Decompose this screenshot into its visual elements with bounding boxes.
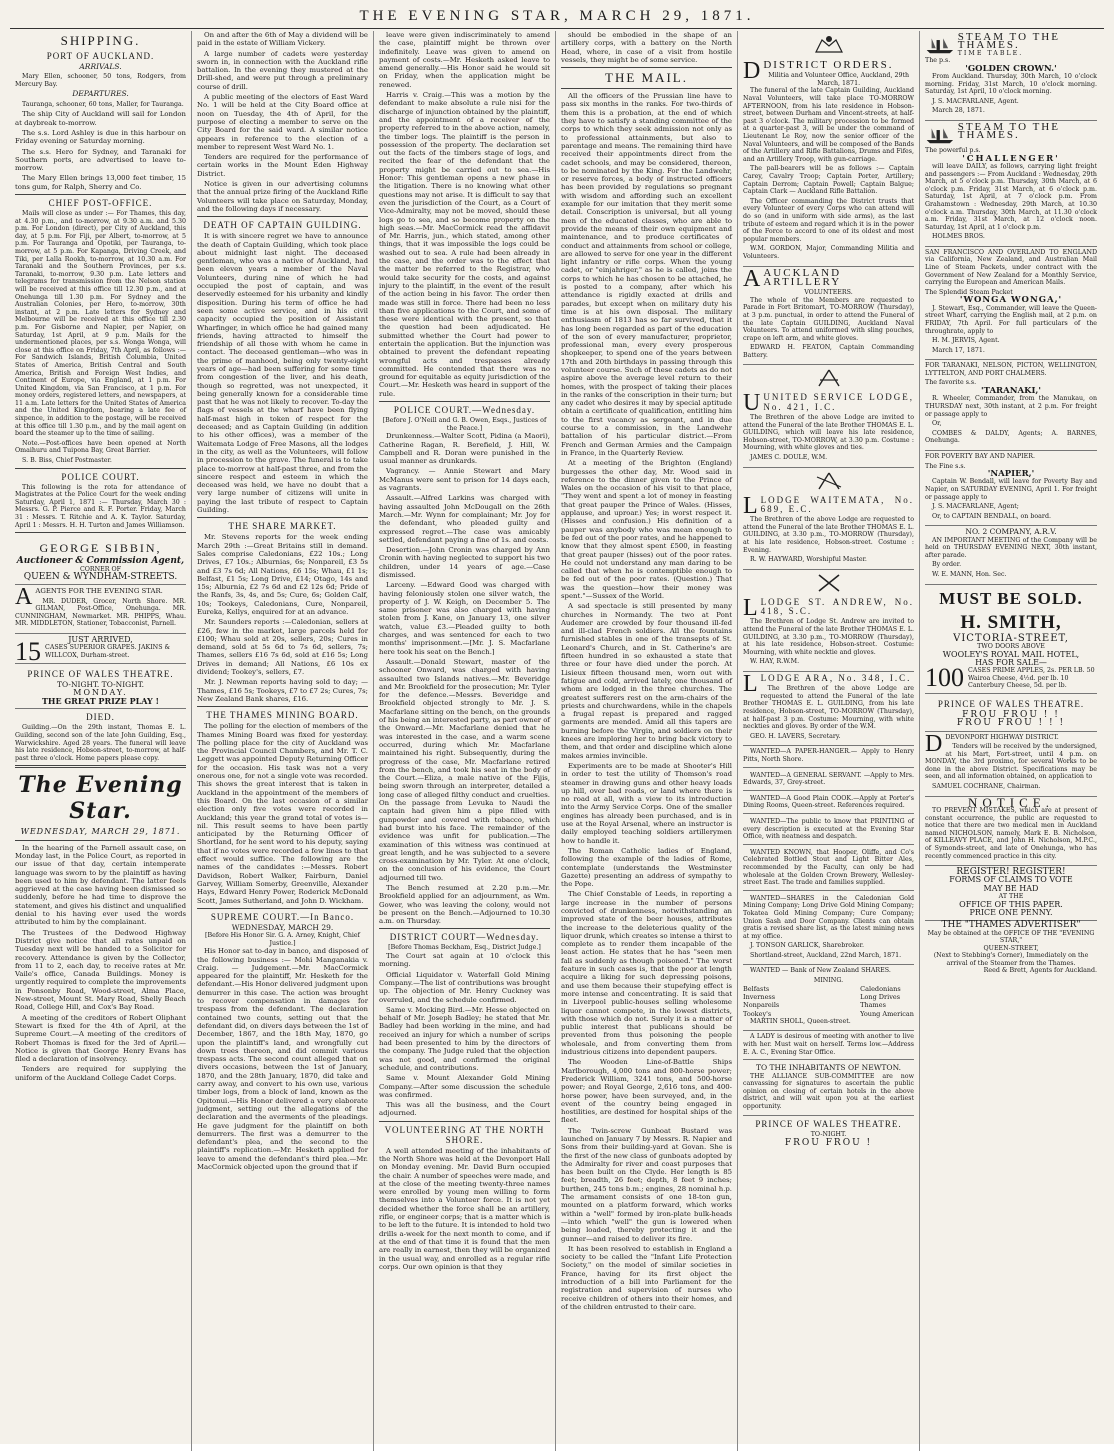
no2-company-ad — [925, 526, 1097, 584]
steam-challenger-ad — [925, 121, 1097, 247]
masthead — [10, 6, 1104, 29]
pow-ad — [743, 1119, 914, 1147]
waitemata-text: The Brethren of the above Lodge are requested to attend the Funeral of the late Brother THOMAS E. L. GUILDING, at 3.30 p.m., TO-MORROW (Thursday), at his late residence, Hobson-street. Costume : Evening. — [743, 516, 914, 554]
mail-para: Experiments are to be made at Shooter's Hill in order to test the utility of Thomson's road steamer in drawing guns and other heavy loads up hill, over bad roads, or land where there is no road at all, with a view to its introduction into the Army Service Corps. One of the smaller engines has already been purchased, and is in use at the Royal Arsenal, where an instructor is daily employed teaching soldiers artillerymen how to handle it. — [561, 761, 732, 845]
supreme-date: WEDNESDAY, MARCH 29. — [231, 922, 334, 932]
port-title: PORT OF AUCKLAND. — [46, 51, 155, 61]
agents-dropcap: A — [15, 584, 33, 611]
pow2-ad — [925, 694, 1097, 732]
newton-title: TO THE INHABITANTS OF NEWTON. — [755, 1063, 902, 1073]
sibbin-corner: CORNER OF — [79, 565, 122, 573]
arrivals-text: Mary Ellen, schooner, 50 tons, Rodgers, from Mercury Bay. — [15, 73, 186, 88]
mail-title: THE MAIL. — [605, 70, 688, 86]
waitemata-sign: R. W. HAYWARD, Worshipful Master. — [750, 556, 867, 564]
steam2-text: will leave DAILY, as follows, carrying light freight and passengers :— From Auckland : Wednesday, 29th March, at 5 o'clock p.m. Thursday, 30th March, at 6 o'clock p.m. Friday, 31st March, at 6 o'clock p.m. Saturday, 1st April, at 7 o'clock p.m. From Grahamstown : Wednesday, 29th March, at 10.30 o'clock a.m. Thursday, 30th March, at 11.30 o'clock a.m. Friday, 31st March, at 12 o'clock noon. Saturday, 1st April, at 1 o'clock p.m. — [925, 162, 1097, 231]
mining-text: The polling for the election of members of the Thames Mining Board was fixed for yesterday. The polling place for the city of Auckland was the Provincial Council Chambers, and Mr. T. C. Leggett was appointed Deputy Returning Officer for the occasion. His task was not a very onerous one, for not a single vote was recorded. This shows the great interest that is taken in Auckland in the appointment of the members of this Board. On the last occasion of a similar election only five votes were recorded in Auckland; this year the grand total of votes is—nil. This result seems to have been partly anticipated by the Returning Officer of Shortland, for he sent word to his deputy, saying that if no votes were recorded a few lines to that effect would suffice. The following are the names of the candidates :—Messrs. Robert Davidson, Robert Walker, Fairburn, Daniel Garvey, William Somerby, Greenville, Alexander Hays, Edward Henry Power, Roderick McDonald Scott, James Sutherland, and John D. Wickham. — [197, 722, 368, 905]
police-para: Larceny. —Edward Good was charged with having feloniously stolen one silver watch, the property of J. W. Keigh, on December 5. The same prisoner was also charged with having stolen from J. Kane, on January 13, one silver watch, value £3.—Pleaded guilty to both charges, and was sentenced for each to two months' imprisonment.—[Mr. J. S. Macfarlane here took his seat on the Bench.] — [379, 581, 550, 656]
crossed-keys-icon — [743, 573, 914, 593]
notice-ad — [925, 794, 1097, 866]
smith-sale: HAS FOR SALE— — [975, 657, 1047, 667]
mining-board-title: THE THAMES MINING BOARD. — [206, 710, 359, 721]
crest-icon — [743, 34, 914, 56]
pow2-show2: FROU FROU ! ! ! — [956, 718, 1066, 729]
ara-ad: LLODGE ARA, No. 348, I.C. The Brethren of the above Lodge are requested to attend the Funeral of the late Brother THOMAS E. L. GUILDING, from his late residence, Hobson-street, TO-MORROW (Thursday), at half-past 3 p.m. Costume: Mourning, with white neckties and gloves. By order of the W.M. GEO. H. LAVERS, Secretary. — [743, 672, 914, 746]
ta-title: THE "THAMES ADVERTISER" — [941, 920, 1081, 931]
reg-text4: OFFICE OF THIS PAPER. — [959, 899, 1063, 909]
district-orders-ad: DDISTRICT ORDERS. Militia and Volunteer Office, Auckland, 29th March, 1871. The funeral of the late Captain Guilding, Auckland Naval Volunteers, will take place TO-MORROW AFTERNOON, from his late residence in Hobson-street, between Durham and Vincent-streets, at half-past 3 o'clock. The military procession to be formed at a quarter-past 3, will be under the command of Lieutenant Le Roy, now the senior officer of the Naval Volunteers, and will be composed of the Bands of the Artillery and Rifle Battalions, Drums and Fifes, and an Artillery Troop, with gun-carriage. The pall-bearers will be as follows :— Captain Carey, Cavalry Troop; Captain Porter, Artillery; Captain Derrom; Captain Powell; Captain Balgue; Captain Clark — Auckland Rifle Battalion. The Officer commanding the District trusts that every Volunteer of every Corps who can attend will do so (and in uniform with side arms), as the last tribute of esteem and regard which it is in the power of the Force to accord to one of its oldest and most popular members. W.M. GORDON, Major, Commanding Militia and Volunteers. — [743, 59, 914, 267]
police-rota-title: POLICE COURT. — [61, 471, 140, 482]
share-text: Mr. J. Newman reports having sold to day; —Thames, £16 5s; Tookeys, £7 to £7 2s; Cures, 7s; New Zealand Bank shares, £16. — [197, 678, 368, 703]
ta-sign: Reed & Brett, Agents for Auckland. — [983, 967, 1097, 975]
mail-para: The Roman Catholic ladies of England, following the example of the ladies of Rome, contemplate (understands the Westminster Gazette) presenting an address of sympathy to the Pope. — [561, 846, 732, 889]
smith-hotel: WOOLEY'S ROYAL MAIL HOTEL, — [942, 649, 1080, 659]
dev-sign: SAMUEL COCHRANE, Chairman. — [932, 783, 1041, 791]
court-para: leave were given indiscriminately to amend the case, plaintiff might be thrown over indefinitely. Leave was given to amend on payment of costs.—Mr. Hesketh asked leave to amend generally.—His Honor said he would sit on Friday, when the application might be renewed. — [379, 31, 550, 89]
district-para: Official Liquidator v. Waterfall Gold Mining Company.—The list of contributions was brought up. The objection of Mr. Henry Cuckney was overruled, and the schedule confirmed. — [379, 970, 550, 1004]
bank-shares-ad — [743, 965, 914, 1031]
standrew-title: LODGE ST. ANDREW, No. 418, S.C. — [760, 596, 914, 617]
pov-sub: The Fine s.s. — [925, 462, 966, 470]
no2-sign: W. E. MANN, Hon. Sec. — [932, 571, 1007, 579]
no2-order: By order. — [932, 561, 962, 569]
departures-text: Tauranga, schooner, 60 tons, Maller, for Tauranga. — [22, 100, 184, 108]
reg-text3: AT THE — [998, 893, 1024, 901]
news-para: On and after the 6th of May a dividend will be paid in the estate of William Vickery. — [197, 31, 368, 48]
sibbin-sub: Auctioneer & Commission Agent, — [16, 556, 185, 567]
steam-golden-crown-ad — [925, 31, 1097, 121]
ta-text2: (Next to Stebbing's Corner), Immediately on the arrival of the Steamer from the Thames. — [933, 952, 1089, 967]
no2-title: NO. 2 COMPANY, A.R.V. — [965, 527, 1057, 537]
steam1-title: STEAM TO THE THAMES. — [957, 31, 1060, 52]
arrived-num: 15 — [15, 636, 41, 666]
reg-text2: MAY BE HAD — [983, 883, 1039, 893]
smith-name: H. SMITH, — [960, 611, 1062, 633]
police-para: The Bench resumed at 2.20 p.m.—Mr. Brookfield applied for an adjournment, as Wm. Gower, who was leaving the colony, would not be present on the Bench.—Adjourned to 10.30 a.m. on Thursday. — [379, 883, 550, 926]
pow-tonight: TO-NIGHT. TO-NIGHT. — [57, 679, 144, 689]
masonic-icon — [743, 368, 914, 388]
smith-doors: TWO DOORS ABOVE — [977, 642, 1045, 650]
share-item: Caledonians — [860, 984, 901, 993]
share-text: Mr. Stevens reports for the week ending March 29th :—Great Britains still in demand. Sales comprise Caledonians, £22 10s.; Long Drives, £7 10s.; Alburnias, 6s; Nonpareil, £3 5s and £3 7s 6d; All Nations, £6 15s; Whau, £1 1s; Belfast, £1 5s; Long Drive, £14; Otago, 14s and 15s; Alburnia, £2 7s 6d and £2 12s 6d; Pride of the Ranfs, 3s, 4s, and 5s; Cure, 6s; Golden Calf, 10s; Tookeys, Caledonians, Cure, Nonpareil, Eureka, Kellys, enquired for at an advance. — [197, 533, 368, 616]
steam1-date: March 28, 1871. — [932, 107, 985, 115]
police-para: Desertion.—John Cronin was charged by Ann Cronin with having neglected to support his two children, under 14 years of age.—Case dismissed. — [379, 546, 550, 579]
standrew-ad: LLODGE ST. ANDREW, No. 418, S.C. The Brethren of Lodge St. Andrew are invited to attend the Funeral of the late Brother THOMAS E. L. GUILDING, at 3.30 p.m., TO-MORROW (Thursday), at his late residence, Hobson-street. Costume: Mourning, with white necktie and gloves. W. HAY, R.W.M. — [743, 596, 914, 672]
supreme-text: His Honor sat to-day in banco, and disposed of the following business :— Mohi Manganakia v. Craig. — Judgement.—Mr. MacCormick appeared for the plaintiff, Mr. Hesketh for the defendant.—His Honor delivered judgment upon demurrer in this case. The action was brought to recover compensation in damages for trespass from the defendant. The declaration contained two counts, setting out that the defendant did, on divers days between the 1st of December, 1867, and the 18th May, 1870, go upon the plaintiff's land, and wrongfully cut down trees thereon, and did commit various trespass acts. The second count alleged that on divers occasions, between the 1st of January, 1870, and the 28th January, 1870, did take and carry away, and convert to his own use, various timber logs, from a block of land, known as the Opitonui.—His Honor delivered a very elaborate judgment, setting out the allegations of the declaration and the averments of the pleadings. He gave judgment for the plaintiff on both demurrers. The first was a demurrer to the defendant's plea, and the second to the plaintiff's replication.—Mr. Hesketh applied for leave to amend the defendant's third plea.—Mr. MacCormick objected upon the ground that if — [197, 947, 368, 1171]
sibbin-addr: QUEEN & WYNDHAM-STREETS. — [23, 572, 178, 583]
police-para: Assault.—Donald Stewart, master of the schooner Onward, was charged with having assaulted two Islands natives.—Mr. Beveridge and Mr. Brookfield for the prosecution; Mr. Tyler for the defence.—Messrs. Beveridge and Brookfield objected strongly to Mr. J. S. Macfarlane sitting on the bench, on the grounds of his being an interested party, as part owner of the Onward.—Mr. Macfarlane denied that he was interested in the case, and a warm scene occurred, during which Mr. Macfarlane maintained his right. Subsequently, during the progress of the case, Mr. Macfarlane retired from the bench, and took his seat in the body of the Court.—Eliza, a male native of the Fijis, being sworn through an interpreter, detailed a long case of alleged filthy conduct and cruelties. On the passage from Levuka to Naudi the captain had given him a pipe filled with gunpowder and covered with tobacco, which had burst into his face. The remainder of the evidence was unfit for publication.—The examination of this witness was continued at great length, and he was subjected to a severe cross-examination by Mr. Tyler. At one o'clock, on the conclusion of his evidence, the Court adjourned till two. — [379, 657, 550, 882]
police-para: Drunkenness.—Walter Scott, Pidina (a Maori), Catherine Ragan, R. Berefield, J. Hill, W. Campbell and R. Doran were punished in the usual manner as drunkards. — [379, 432, 550, 466]
mail-para: The Wooden Line-of-Battle Ships Marlborough, 4,000 tons and 800-horse power; Frederick William, 3241 tons, and 500-horse power; and Royal George, 2,616 tons, and 400-horse power, have been surveyed, and, in the event of the country being engaged in hostilities, are destined for hospital ships of the fleet. — [561, 1058, 732, 1125]
pow-tonight: TO-NIGHT. — [810, 1131, 847, 1139]
mail-para: The Twin-screw Gunboat Bustard was launched on January 7 by Messrs. R. Napier and Sons from their building-yard at Govan. She is the first of the new class of gunboats adopted by the Admiralty for river and coast purposes that has been built on the Clyde. Her length is 85 feet; breadth, 26 feet; depth, 8 feet 9 inches; burthen, 245 tons b.m.; engines, 28 nominal h.p. The armament consists of one 18-ton gun, mounted on a platform forward, which works within a "well" formed by iron-plate bulk-heads—into which "well" the gun is lowered when being loaded, thereby protecting it and the gunner—and raised to deliver its fire. — [561, 1126, 732, 1243]
district-para: This was all the business, and the Court adjourned. — [379, 1101, 550, 1118]
district-before: [Before Thomas Beckham, Esq., District Judge.] — [388, 944, 541, 952]
column-1 — [10, 31, 192, 1451]
pow-show: FROU FROU ! — [784, 1138, 873, 1149]
usl-title: UNITED SERVICE LODGE, No. 421, I.C. — [763, 392, 914, 412]
volunteering-title: VOLUNTEERING AT THE NORTH SHORE. — [384, 1124, 545, 1145]
standrew-text: The Brethren of Lodge St. Andrew are invited to attend the Funeral of the late Brother THOMAS E. L. GUILDING, at 3.30 p.m., TO-MORROW (Thursday), at his late residence, Hobson-street. Costume: Mourning, with white necktie and gloves. — [743, 618, 914, 656]
died-title: DIED. — [86, 712, 115, 723]
wanted-ad: WANTED—A Good Plain COOK.—Apply at Porter's Dining Rooms, Queen-street. References required. — [743, 793, 914, 814]
steam1-sign: J. S. MACFARLANE, Agent. — [932, 97, 1019, 105]
ara-title: LODGE ARA, No. 348, I.C. — [760, 672, 912, 683]
pow2-show: FROU FROU ! ! — [962, 709, 1060, 720]
pallbearers: The pall-bearers will be as follows :— Captain Carey, Cavalry Troop; Captain Porter, Artillery; Captain Derrom; Captain Powell; Captain Balgue; Captain Clark — Auckland Rifle Battalion. — [743, 165, 914, 196]
tara-ship: 'TARANAKI,' — [980, 386, 1041, 397]
share-text: Mr. Saunders reports :—Caledonian, sellers at £26, few in the market, large parcels held for £100; Whau sold at 20s, sellers, 20s; Cures in demand, sold at 5s 6d to 7s 6d, sellers, 7s; Thames, sellers £16 7s 6d, sold at £16 5s; Long Drives in demand; All Nations, £6 10s ex dividend; Tookey's, sellers, £7. — [197, 618, 368, 677]
must-be-sold: MUST BE SOLD. — [939, 588, 1083, 608]
newton-ad — [743, 1062, 914, 1116]
share-item: Young American — [860, 1009, 914, 1018]
share-market-title: THE SHARE MARKET. — [228, 521, 337, 532]
tara-or: Or, — [932, 420, 942, 428]
steam2-ship: 'CHALLENGER' — [962, 153, 1060, 164]
district-para: The Court sat again at 10 o'clock this morning. — [379, 952, 550, 969]
district-court-title: DISTRICT COURT—Wednesday. — [389, 932, 540, 943]
pow2-title: PRINCE OF WALES THEATRE. — [937, 698, 1085, 709]
devonport-ad: DDEVONPORT HIGHWAY DISTRICT. Tenders will be received by the undersigned, at his Mart, Fort-street, until 4 p.m. on MONDAY, the 3rd proximo, for several Works to be done in the above District. Specifications may be seen, and all information obtained, on application to SAMUEL COCHRANE, Chairman. — [925, 732, 1097, 797]
pov-title: FOR POVERTY BAY AND NAPIER. — [925, 452, 1036, 460]
departures-title: DEPARTURES. — [72, 89, 129, 99]
shipping-para: The s.s. Hero for Sydney, and Taranaki for Southern ports, are advertised to leave to-morrow. — [15, 147, 186, 173]
news-para: Tenders are required for the performance of certain works in the Mount Eden Highway District. — [197, 153, 368, 178]
pow-title: PRINCE OF WALES THEATRE. — [27, 668, 174, 679]
steamship-icon — [925, 123, 955, 147]
standrew-sign: W. HAY, R.W.M. — [750, 658, 800, 666]
arrived-text: CASES SUPERIOR GRAPES. JAKINS & WILLCOX, Durham-street. — [45, 644, 171, 659]
usl-text: The Brethren of the above Lodge are invited to attend the Funeral of the late Brother THOMAS E. L. GUILDING, which will leave his late residence, Hobson-street, TO-MORROW, at 3.30 p.m. Costume : Mourning, with white gloves and ties. — [743, 414, 914, 452]
district-hq: Militia and Volunteer Office, Auckland, 29th March, 1871. — [768, 72, 910, 87]
smith-items: CASES PRIME APPLES, 2s. PER LB. 50 Wairoa Cheese, 4½d. per lb. 10 Canterbury Cheese, 5d. per lb. — [968, 667, 1095, 690]
sf-title: SAN FRANCISCO AND OVERLAND TO ENGLAND via California, New Zealand, and Australian Mail Line of Steam Packets, under contract with the Government of New Zealand for a Monthly Service, carrying the European and American Mails. — [925, 248, 1097, 287]
waitemata-ad: LLODGE WAITEMATA, No. 689, E.C. The Brethren of the above Lodge are requested to attend the Funeral of the late Brother THOMAS E. L. GUILDING, at 3.30 p.m., TO-MORROW (Thursday), at his late residence, Hobson-street. Costume : Evening. R. W. HAYWARD, Worshipful Master. — [743, 494, 914, 570]
theatre-ad — [15, 664, 186, 710]
police-rota-text: This following is the rota for attendance of Magistrates at the Police Court for the week ending Saturday, April 1, 1871 :— Thursday, March 30 : Messrs. G. P. Pierce and R. F. Porter. Friday, March 31 : Messrs. T. Ritchie and A. K. Taylor. Saturday, April 1 : Messrs. H. H. Turton and James Williamson. — [15, 483, 186, 529]
share-item: Inverness — [743, 992, 776, 1001]
district-text2: The Officer commanding the District trusts that every Volunteer of every Corps who can attend will do so (and in uniform with side arms), as the last tribute of esteem and regard which it is in the power of the Force to accord to one of its oldest and most popular members. — [743, 197, 914, 243]
paper-date: WEDNESDAY, MARCH 29, 1871. — [20, 827, 181, 837]
tara-sub: The favorite s.s. — [925, 379, 977, 387]
pow-monday: MONDAY. — [73, 687, 128, 697]
share-item: Tookey's — [743, 1009, 772, 1018]
smith-ad — [925, 585, 1097, 694]
reg-price: PRICE ONE PENNY. — [969, 907, 1053, 917]
share-item: Nonpareils — [743, 1001, 780, 1010]
shipping-para: The ship City of Auckland will sail for London at daybreak to-morrow. — [15, 110, 186, 127]
register-ad — [925, 866, 1097, 921]
column-5 — [738, 31, 920, 1451]
column-4 — [556, 31, 738, 1451]
newton-text: THE ALLIANCE SUB-COMMITTEE are now canvassing for signatures to ascertain the public opinion on closing of certain hotels in the above district, and will wait upon you at the earliest opportunity. — [743, 1072, 914, 1110]
san-francisco-ad — [925, 247, 1097, 360]
artillery-sub: VOLUNTEERS. — [804, 289, 853, 297]
grapes-ad — [15, 634, 186, 666]
wanted-ad: WANTED—A GENERAL SERVANT. —Apply to Mrs. Edwards, 37, Grey-street. — [743, 770, 914, 791]
volunteering-text: A well attended meeting of the inhabitants of the North Shore was held at the Devonport Hall on Monday evening. Mr. David Burn occupied the chair. A number of speeches were made, and at the close of the meeting twenty-three names were enrolled by young men willing to form themselves into a Volunteer force. It is not yet decided whether the force shall be an artillery, rifle, or engineer corps; that is a matter which is to be left to the future. It is intended to hold two drills a-week for the next month to come, and if at the end of that time it is found that the men are really in earnest, then they will be organized in the usual way, and enrolled as a regular rifle corps. Our own opinion is that they — [379, 1146, 550, 1271]
thames-advertiser-ad — [925, 921, 1097, 975]
share-item: Thames — [860, 1001, 886, 1010]
poverty-bay-ad — [925, 451, 1097, 526]
reg-text: FORMS OF CLAIMS TO VOTE — [949, 875, 1073, 885]
shares-ad — [743, 893, 914, 966]
steam2-title: STEAM TO THE THAMES. — [957, 121, 1060, 142]
editorial-para: A meeting of the creditors of Robert Oliphant Stewart is fixed for the 4th of April, at the Supreme Court.—A meeting of the creditors of Robert Thomas is fixed for the 3rd of April.—Notice is given that George Henry Evans has filed a declaration of insolvency. — [15, 1013, 186, 1064]
waitemata-title: LODGE WAITEMATA, No. 689, E.C. — [760, 494, 914, 514]
shipping-para: The s.s. Lord Ashley is due in this harbour on Friday evening or Saturday morning. — [15, 128, 186, 146]
district-text: The funeral of the late Captain Guilding, Auckland Naval Volunteers, will take place TO-MORROW AFTERNOON, from his late residence in Hobson-street, between Durham and Vincent-streets, at half-past 3 o'clock. The military procession to be formed at a quarter-past 3, will be under the command of Lieutenant Le Roy, now the senior officer of the Naval Volunteers, and will be composed of the Bands of the Artillery and Rifle Battalions, Drums and Fifes, and an Artillery Troop, with gun-carriage. — [743, 87, 914, 163]
arrived-title: JUST ARRIVED, — [68, 635, 133, 645]
supreme-court-title: SUPREME COURT.—In Banco. — [210, 911, 355, 922]
postmaster-sign: S. B. Biss, Chief Postmaster. — [22, 457, 112, 465]
bank-shares-mining: MINING. — [813, 977, 844, 985]
mail-para: All the officers of the Prussian line have to pass six months in the ranks. For two-thirds of them this is a probation, at the end of which they have to satisfy a standing committee of the corps to which they seek admission not only as to professional attainments, but also to parentage and means. The remaining third have received their appointments direct from the cadet schools, and may be considered, thereon, to be nominated by the King. For the Landwehr, or reserve forces, a body of instructed officers has been provided by regulations so pregnant with wisdom and affording such an excellent example for our imitation that they merit some detail. Conscription is universal, but all young men of the educated classes, who are able to provide the means of their own equipment and maintenance, and to produce certificates of conduct and attainments from school or college, are allowed to serve for one year in the different light infantry or rifle corps. When the young cadet, or "einjahriger," as he is called, joins the corps to which he has chosen to be attached, he is posted to a company, after which his attendance is rigidly exacted at drills and parades, but except when on military duty his time is at his own disposal. The military enthusiasm of 1813 has so far survived, that it has long been regarded as part of the education of the son of every manufacturer, proprietor, professional man, every every prosperous shopkeeper, to spend one of the years between 17th and 20th birthdays in passing through this volunteer course. Such of these cadets as do not aspire above the average level return to their homes, with the prospect of taking their places in the ranks of the conscription in their turn; but any cadet who desires it may by special aptitude obtain a certificate of qualification, entitling him to the first vacancy as sergeant, and in due course to a commission, in the Landwehr battalion of his particular district.—From French and German Armies and the Campaign in France, in the Quarterly Review. — [561, 92, 732, 457]
death-title: DEATH OF CAPTAIN GUILDING. — [203, 220, 362, 231]
news-para: Notice is given in our advertising columns that the annual prize firing of the Auckland Rifle Volunteers will take place on Saturday, Monday, and the following days if necessary. — [197, 180, 368, 213]
pov-ship: 'NAPIER,' — [987, 469, 1035, 480]
police-para: Vagrancy. — Annie Stewart and Mary McManus were sent to prison for 14 days each, as vagrants. — [379, 467, 550, 493]
editorial-para: Tenders are required for supplying the uniform of the Auckland College Cadet Corps. — [15, 1065, 186, 1082]
shares-sign: J. TONSON GARLICK, Sharebroker. — [750, 942, 864, 950]
taranaki-ad — [925, 360, 1097, 451]
district-sign: W.M. GORDON, Major, Commanding Militia and Volunteers. — [743, 245, 914, 260]
dev-title: DEVONPORT HIGHWAY DISTRICT. — [945, 733, 1059, 741]
pov-or: Or, to CAPTAIN BENDALL, on board. — [932, 512, 1051, 520]
share-item: Long Drives — [860, 992, 901, 1001]
death-text: It is with sincere regret we have to announce the death of Captain Guilding, which took place about midnight last night. The deceased gentleman, who was a native of Auckland, had been eleven years a member of the Naval Volunteers, during nine of which he had occupied the post of captain, and was deservedly esteemed for his urbanity and kindly disposition. During his term of office he had seen some active service, and in his civil capacity occupied the position of Assistant Wharfinger, in which office he had gained many friends, having attracted to himself the friendship of all those with whom he came in contact. The deceased gentleman—who was in the prime of manhood, being only twenty-eight years of age—had been suffering for some time from congestion of the liver, and his death, though so regretted, was not unexpected, it being generally known for a considerable time past that he was not likely to recover. To-day the flags of vessels at the wharf have been flying half-mast high in token of respect for the deceased; and as Captain Guilding (in addition to his other offices), was a member of the Waitemata Lodge of Free Masons, all the lodges in the city, as well as the Volunteers, will follow in procession to the grave. The funeral is to take place to-morrow at half-past three, and from the sincere respect and esteem in which the deceased was held, we have no doubt that a very large number of citizens will unite in paying the last tribute of respect to Captain Guilding. — [197, 232, 368, 515]
shares-addr: Shortland-street, Auckland, 22nd March, 1871. — [750, 951, 902, 959]
agents-ad — [15, 585, 186, 634]
police-before: [Before J. O'Neill and G. B. Owen, Esqs., Justices of the Peace.] — [382, 417, 547, 432]
no2-text: AN IMPORTANT MEETING of the Company will be held on THURSDAY EVENING NEXT, 30th instant, after parade. — [925, 536, 1097, 559]
died-text: Guilding.—On the 29th instant, Thomas E. L. Guilding, second son of the late John Guilding, Esq., Warwickshire. Aged 28 years. The funeral will leave his late residence, Hobson-street, to-morrow, at half-past three o'clock. Home papers please copy. — [15, 724, 186, 762]
artillery-sign: EDWARD H. FEATON, Captain Commanding Battery. — [743, 344, 914, 359]
smith-street: VICTORIA-STREET, — [953, 632, 1069, 644]
sf-text: J. Stewart, Esq., Commander, will leave the Queen-street Wharf, carrying the English mail, at 2 p.m. on FRIDAY, 7th April. For full particulars of the throughrate, apply to — [925, 304, 1097, 335]
news-para: A large number of cadets were yesterday sworn in, in connection with the Auckland rifle battalion. In the evening they mustered at the Drill-shed, and were put through a preliminary course of drill. — [197, 49, 368, 91]
bank-shares-sign: MARTIN SHOLL, Queen-street. — [750, 1017, 851, 1025]
mails-text: Mails will close as under :— For Thames, this day, at 4.30 p.m., and to-morrow, at 9.30 a.m. and 5.30 p.m. For London (direct), per City of Auckland, this day, at 5 p.m. For Fiji, per Albert, to-morrow, at 5 p.m. For Tauranga and Opotiki, per Tauranga, to-morrow, at 5 p.m. For Kapanga, Driving Creek, and Tiki, per Lalla Rookh, to-morrow, at 10.30 a.m. For Taranaki and the Southern Provinces, per s.s. Taranaki, to-morrow, 9.30 p.m. Late letters and telegrams for transmission from the Nelson station will be received at this office till 12.30 p.m., and at Onehunga till 1.30 p.m. For Sydney and the Australian Colonies, per Hero, to-morrow, 30th instant, at 2 p.m. Late letters for Sydney and Melbourne will be received at this office till 2.30 p.m. For Gisborne and Napier, per Napier, on Saturday, 1st April, at 9 p.m. Mails for the undermentioned places, per s.s. Wonga Wonga, will close at this office on Friday, 7th April, as follows :— For Sandwich Islands, British Columbia, United States of America, British Central and South America, British and Foreign West Indies, and Continent of Europe, via England, at 1 p.m. For United Kingdom, via San Francisco, at 1 p.m. For money orders, registered letters, and newspapers, at 11 a.m. Late letters for the United States of America and the United Kingdom, bearing a late fee of sixpence, in addition to the postage, will be received at this office till 1.30 p.m., and by the mail agent on board the steamer up to the time of sailing. — [15, 210, 186, 438]
sf-sign: H. M. JERVIS, Agent. — [932, 337, 1000, 345]
smith-num: 100 — [925, 663, 964, 693]
column-2 — [192, 31, 374, 1451]
sf-ship: 'WONGA WONGA,' — [959, 295, 1063, 306]
masonic-icon — [743, 471, 914, 491]
artillery-ad: AAUCKLAND ARTILLERY VOLUNTEERS. The whole of the Members are requested to Parade in Fort Britomart, TO-MORROW (Thursday), at 3 p.m. punctual, in order to attend the Funeral of the late Captain GUILDING, Auckland Naval Volunteers. To attend uniformed with sling pouches, crape on left arm, and white gloves. EDWARD H. FEATON, Captain Commanding Battery. — [743, 267, 914, 366]
district-para: Same v. Mocking Bird.—Mr. Hesse objected on behalf of Mr. Joseph Badley; he stated that Mr. Badley had been working in the mine, and had received an injury for which a number of scrips had been presented to him by the directors of the company. The Judge ruled that the objection was not good, and confirmed the original schedule, and contributions. — [379, 1005, 550, 1072]
wanted-ad: WANTED—The public to know that PRINTING of every description is executed at the Evening Star Office, with neatness and despatch. — [743, 816, 914, 845]
news-para: A public meeting of the electors of East Ward No. 1 will be held at the City Board office at noon on Tuesday, the 4th of April, for the purpose of electing a member to serve on the City Board for the said ward. A similar notice appears in reference to the election of a member to represent West Ward No. 1. — [197, 93, 368, 151]
pow-play: THE GREAT PRIZE PLAY ! — [41, 696, 160, 707]
court-para: Harris v. Craig.—This was a motion by the defendant to make absolute a rule nisi for the discharge of injunction obtained by the plaintiff, and the appointment of a receiver of the property referred to in the above action, namely, the timber logs. The plaintiff is the person in possession of the property. The declaration set out the facts of the timbers stage of logs, and recited the fear of the defendant that the property might be carried out to sea.—His Honor: This gentleman opens a new phase in the litigation. There is no knowing what other questions may not arise. It is difficult to say that even the jurisdiction of the Court, as a Court of Vice-Admiralty, may not be moved, should these logs go to sea, and so become property on the high seas.—Mr. MacCormick read the affidavit of Mr. Harris, jun., which stated, among other things, that it was impossible the logs could be washed out to sea. A rule had been already in the case, and the order was to the effect that the matter be referred to the Registrar, who would take security for the costs, and against injury to the plaintiff, in the event of the result of the action being in his favor. The order then made was still in force. There had been no less than five applications to the Court, and some of these were identical with the present, so that the question had been adjudicated. He submitted whether the Court had power to entertain the application. But the injunction was obtained to prevent the defendant repeating wrongful acts and trespasses already committed. He contended that there was no ground for equitable as equity jurisdiction of the Court.—Mr. Hesketh was heard in support of the rule. — [379, 91, 550, 398]
column-3 — [374, 31, 556, 1451]
bank-shares-head: WANTED — Bank of New Zealand SHARES. — [750, 967, 891, 975]
ara-text: The Brethren of the above Lodge are requested to attend the Funeral of the late Brother THOMAS E. L. GUILDING, from his late residence, Hobson-street, TO-MORROW (Thursday), at half-past 3 p.m. Costume: Mourning, with white neckties and gloves. By order of the W.M. — [743, 685, 914, 731]
steamship-icon — [925, 33, 955, 57]
steam1-tt: TIME TABLE. — [957, 49, 1024, 57]
paper-nameplate: The Evening Star. — [18, 772, 183, 825]
district-orders-title: DISTRICT ORDERS. — [763, 59, 894, 71]
steam1-text: From Auckland. Thursday, 30th March, 10 o'clock morning. Friday, 31st March, 10 o'clock morning. Saturday, 1st April, 10 o'clock morning. — [925, 73, 1097, 96]
dev-text: Tenders will be received by the undersigned, at his Mart, Fort-street, until 4 p.m. on MONDAY, the 3rd proximo, for several Works to be done in the above District. Specifications may be seen, and all information obtained, on application to — [925, 743, 1097, 781]
steam2-ps: The powerful p.s. — [925, 147, 981, 155]
pov-sign: J. S. MACFARLANE, Agent; — [932, 503, 1019, 511]
steam1-ps: The p.s. — [925, 57, 951, 65]
ta-street: QUEEN-STREET, — [983, 944, 1039, 952]
supreme-judge: [Before His Honor Sir. G. A. Arney, Knight, Chief Justice.] — [205, 932, 360, 947]
mail-para: The Chief Constable of Leeds, in reporting a large increase in the number of persons convicted of drunkenness, notwithstanding an improved state of the beer houses, attributes the increase to the deleterious quality of the liquor drunk, which creates so intense a thirst to complete as to render them incapable of the least action. He states that he has "seen men fall as suddenly as though poisoned." The worst feature in such cases is, that the poor at length acquire a liking for such depressing poisons, and use them because their stupefying effect is more intense and concentrating. It is said that in Liverpool public-houses selling wholesome liquor cannot compete, in the lowest districts, with those which do not. Surely it is a matter of public interest that publicans should be prevented from thus poisoning the people wholesale, and from converting them from industrious citizens into dependent paupers. — [561, 890, 732, 1057]
bank-shares-table — [743, 985, 914, 1018]
artillery-text: The whole of the Members are requested to Parade in Fort Britomart, TO-MORROW (Thursday), at 3 p.m. punctual, in order to attend the Funeral of the late Captain GUILDING, Auckland Naval Volunteers. To attend uniformed with sling pouches, crape on left arm, and white gloves. — [743, 296, 914, 342]
ara-sign: GEO. H. LAVERS, Secretary. — [750, 732, 841, 740]
police-court-title: POLICE COURT.—Wednesday. — [393, 405, 536, 416]
sibbin-title: GEORGE SIBBIN, — [39, 541, 162, 556]
tara-text: R. Wheeler, Commander, from the Manukau, on THURSDAY next, 30th instant, at 2 p.m. For freight or passage apply to — [925, 395, 1097, 418]
shipping-title: SHIPPING. — [60, 33, 141, 48]
sf-date: March 17, 1871. — [932, 346, 985, 354]
steam2-sign: HOLMES BROS. — [932, 233, 985, 241]
column-6 — [920, 31, 1102, 1451]
agents-text: MR. DUDER, Grocer, North Shore. MR. GILMAN, Post-Office, Onehunga. MR. CUNNINGHAM, Newmarket. MR. PHIPPS, Whau. MR. MIDDLETON, Stationer, Tobacconist, Parnell. — [15, 597, 186, 628]
chief-post-office-title: CHIEF POST-OFFICE. — [48, 198, 153, 209]
sf-sub: The Splendid Steam Packet — [925, 288, 1013, 296]
arrivals-title: ARRIVALS. — [79, 62, 122, 71]
artillery-title: AUCKLAND ARTILLERY — [763, 266, 842, 288]
news-para: should be embodied in the shape of an artillery corps, with a battery on the North Head, where, in case of a visit from hostile vessels, they might be of some service. — [561, 31, 732, 64]
usl-ad: UUNITED SERVICE LODGE, No. 421, I.C. The Brethren of the above Lodge are invited to attend the Funeral of the late Brother THOMAS E. L. GUILDING, which will leave his late residence, Hobson-street, TO-MORROW, at 3.30 p.m. Costume : Mourning, with white gloves and ties. JAMES C. DOULE, W.M. — [743, 391, 914, 467]
agents-title: AGENTS FOR THE EVENING STAR. — [35, 587, 163, 596]
police-para: Assault.—Alfred Larkins was charged with having assaulted John McDougall on the 26th March.—Mr. Wynn for complainant; Mr. Joy for the defendant, who pleaded guilty and expressed regret.—The case was amicably settled, defendant paying a fine of 1s. and costs. — [379, 494, 550, 544]
editorial-para: In the hearing of the Parnell assault case, on Monday last, in the Police Court, as reported in our issue of that day, certain intemperate language was sworn to by the plaintiff as having been used to him by defendant. The latter feels aggrieved at the case having been dismissed so suddenly, before he had time to disprove the statement, and gives his distinct and unqualified denial to his having ever used the words attributed to him by the complainant. — [15, 843, 186, 927]
editorial-para: The Trustees of the Dedwood Highway District give notice that all rates unpaid on Tuesday next will be handed to a Solicitor for recovery. Attendance is given by the Collector, from 11 to 2, each day, to receive rates at Mr. Vaile's office, Canada Buildings. Money is urgently required to complete the improvements in Ponsonby Road, Wood-street, Alma Place, New-street, Mount St. Mary Road, Shelly Beach Road, College Hill, and Cox's Bay Road. — [15, 928, 186, 1012]
pow-title: PRINCE OF WALES THEATRE. — [755, 1119, 902, 1130]
pov-text: Captain W. Bendall, will leave for Poverty Bay and Napier, on SATURDAY EVENING, April 1. For freight or passage apply to — [925, 478, 1097, 501]
share-item: Belfasts — [743, 984, 770, 993]
district-para: Same v. Mount Alexander Gold Mining Company.—After some discussion the schedule was confirmed. — [379, 1074, 550, 1099]
wanted-ad: WANTED—A PAPER-HANGER.— Apply to Henry Pitts, North Shore. — [743, 746, 914, 767]
lady-ad: A LADY is desirous of meeting with another to live with her. Must wait on herself. Terms low.—Address E. A. C., Evening Star Office. — [743, 1031, 914, 1060]
post-note: Note.—Post-offices have been opened at North Omaihuru and Tuipona Bay, Great Barrier. — [15, 439, 186, 455]
shares-text: WANTED—SHARES in the Caledonian Gold Mining Company; Long Drive Gold Mining Company; Tokatea Gold Mining Company; Cure Company; Union Sash and Door Company. Clients can obtain gratis a revised share list, as the latest mining news at my office. — [743, 894, 914, 940]
masthead-title: THE EVENING STAR, MARCH 29, 1871. — [359, 8, 755, 24]
shipping-para: The Mary Ellen brings 13,000 feet timber, 15 tons gum, for Ralph, Sherry and Co. — [15, 174, 186, 191]
notice-title: NOTICE. — [968, 794, 1054, 810]
reg-title: REGISTER! REGISTER! — [956, 867, 1066, 878]
usl-sign: JAMES C. DOULE, W.M. — [750, 454, 828, 462]
notice-text: TO PREVENT MISTAKES, which are at present of constant occurrence, the public are requested to notice that there are two medical men in Auckland named NICHOLSON, namely, Mark E. B. Nicholson, of KILLEAVY PLACE, and John H. Nicholson, M.P.C., of Symonds-street, and late of Onehunga, who has recently commenced practice in this city. — [925, 806, 1097, 860]
mail-para: A sad spectacle is still presented by many churches in Normandy. The two at Pont Audemer are crowded by four thousand ill-fed and ill-clad French soldiers. All the fountains furnished stables in one of the transepts of St. Leonard's Church, and in St. Catherine's are fifteen hundred in so exhausted a state that three or four have died under the porch. At Lisieux fifteen thousand men, worn out with fatigue and cold, arrived lately, one thousand of whom are lodged in the three churches. The greatest sufferers rest on the arm-chairs of the priests and churchwardens, while in the chapels a frugal repast is prepared and ragged garments are mended. Amid all this tapers are burning before the Virgin, and soldiers on their knees are imploring her to bring back victory to them, and that order and discipline which alone makes armies invincible. — [561, 602, 732, 760]
ta-text: May be obtained at the OFFICE OF THE "EVENING STAR," — [927, 929, 1095, 945]
wanted-ad: WANTED KNOWN, that Hooper, Oliffe, and Co's Celebrated Bottled Stout and Light Bitter Ales, recommended by the Faculty, can only be had wholesale at the Golden Crown Brewery, Wellesley-street East. The trade and families supplied. — [743, 847, 914, 891]
steam1-ship: 'GOLDEN CROWN.' — [965, 63, 1057, 74]
sibbin-ad — [15, 536, 186, 585]
mail-para: It has been resolved to establish in England a society to be called the "Infant Life Protection Society," on the model of similar societies in France, having for its first object the introduction of a bill into Parliament for the registration and supervision of nurses who receive children of others into their homes, and of the children entrusted to their care. — [561, 1244, 732, 1311]
mail-para: At a meeting of the Brighton (England) burgesses the other day, Mr. Wood said in reference to the dinner given to the Prince of Wales on the occasion of his visit to that place, "They went and spent a lot of money in feasting that great pauper the Prince of Wales. (Hisses, applause, and uproar.) Yes; in worst respect it. (Hisses and confusion.) His definition of a pauper was anybody who was mean enough to be fed out of the poor rates, and he happened to know that they almost spent £500, in feasting that great pauper (hisses) out of the poor rates. He could not understand any man daring to be called that when he is contemptible enough to be fed out of the poor rates. (Question.) That was the question—how their money was spent."—Sussex of the World. — [561, 459, 732, 600]
tara-title: FOR TARANAKI, NELSON, PICTON, WELLINGTON, LYTTELTON, AND PORT CHALMERS. — [925, 362, 1097, 377]
tara-sign: COMBES & DALDY, Agents; A. BARNES, Onehunga. — [925, 429, 1097, 445]
